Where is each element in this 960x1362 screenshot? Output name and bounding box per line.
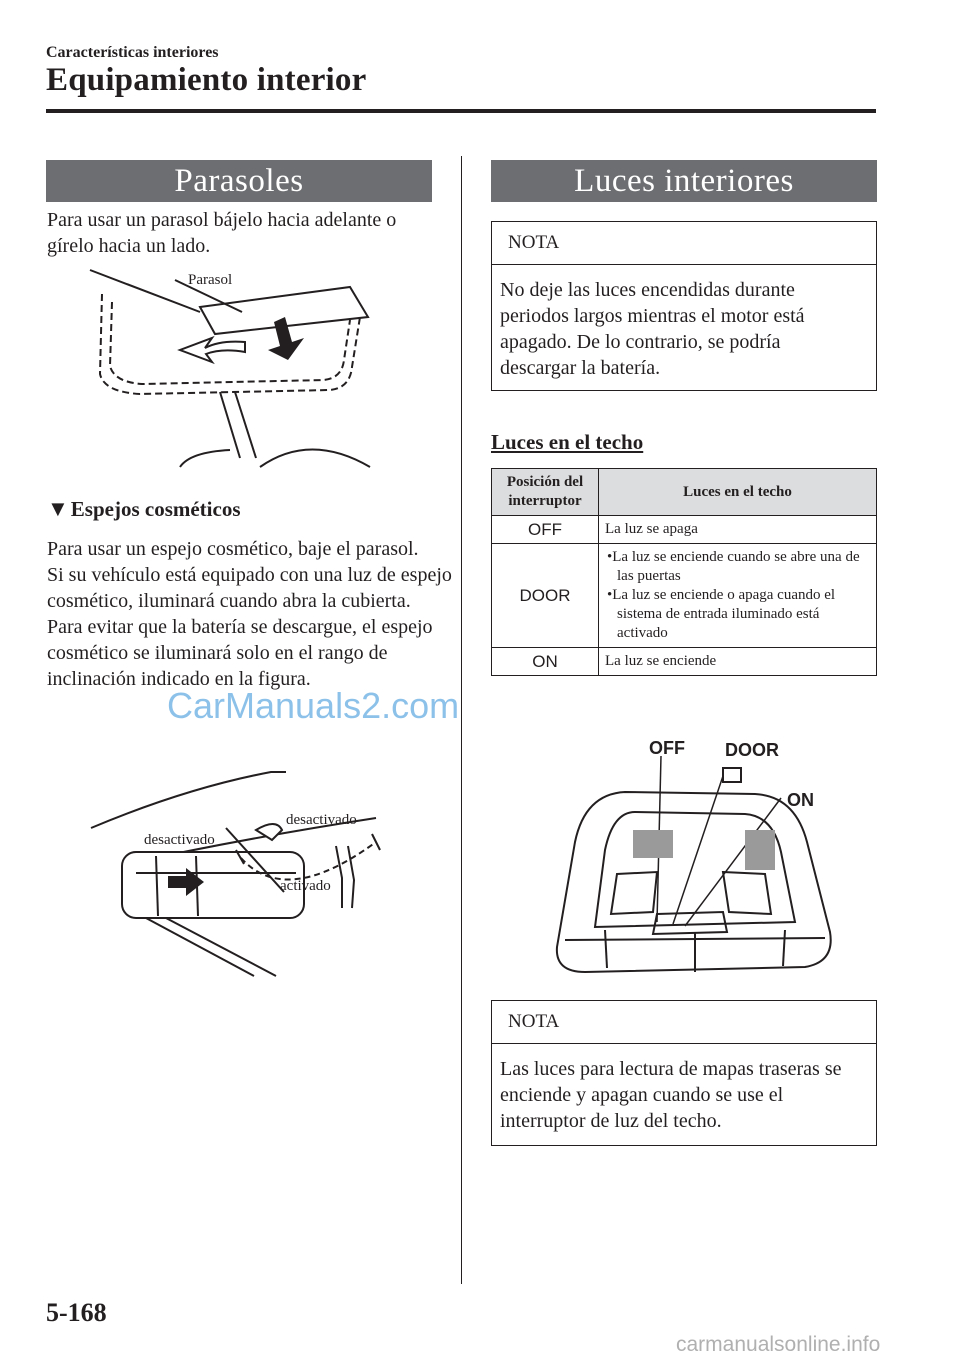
console-label-off: OFF bbox=[649, 738, 685, 758]
table-header-position: Posición del interruptor bbox=[492, 469, 599, 516]
mirror-label-off-left: desactivado bbox=[144, 832, 215, 848]
vanity-mirror-illustration bbox=[86, 768, 396, 980]
vanity-mirror-paragraph-3: Para evitar que la batería se descargue, el espejo cosmético se iluminará solo en el rango de inclinación indicado en la figura. bbox=[47, 616, 433, 690]
vanity-mirror-paragraph-1: Para usar un espejo cosmético, baje el parasol. bbox=[47, 538, 419, 560]
triangle-marker-icon: ▼ bbox=[47, 496, 69, 521]
switch-desc-door bbox=[599, 544, 877, 648]
table-header-row bbox=[492, 469, 877, 516]
switch-position-off: OFF bbox=[492, 516, 599, 544]
vanity-mirror-heading bbox=[47, 496, 241, 522]
switch-position-on: ON bbox=[492, 648, 599, 676]
switch-desc-off: La luz se apaga bbox=[599, 516, 877, 544]
switch-position-table bbox=[491, 468, 877, 676]
sun-visor-illustration bbox=[80, 262, 410, 472]
note-body: No deje las luces encendidas durante periodos largos mientras el motor está apagado. De lo contrario, se podría descargar la batería. bbox=[500, 279, 805, 379]
table-header-roof-lights: Luces en el techo bbox=[599, 469, 877, 516]
table-row bbox=[492, 544, 877, 648]
table-row bbox=[492, 516, 877, 544]
note-box-map-lights bbox=[491, 1000, 877, 1146]
mirror-label-on: activado bbox=[280, 878, 331, 894]
switch-desc-on: La luz se enciende bbox=[599, 648, 877, 676]
vanity-mirror-text bbox=[47, 536, 457, 692]
note-title: NOTA bbox=[508, 232, 560, 253]
page-title: Equipamiento interior bbox=[46, 62, 367, 98]
parasol-intro-text: Para usar un parasol bájelo hacia adelante o gírelo hacia un lado. bbox=[47, 209, 397, 257]
table-row bbox=[492, 648, 877, 676]
section-banner-luces-interiores: Luces interiores bbox=[491, 160, 877, 202]
console-label-door: DOOR bbox=[725, 740, 779, 760]
door-bullet-2: •La luz se enciende o apaga cuando el sistema de entrada iluminado está activado bbox=[607, 587, 836, 641]
roof-lights-heading: Luces en el techo bbox=[491, 430, 644, 454]
note-box-battery bbox=[491, 221, 877, 391]
vanity-mirror-paragraph-2: Si su vehículo está equipado con una luz de espejo cosmético, iluminará cuando abra la cubierta. bbox=[47, 564, 452, 612]
column-divider bbox=[461, 156, 462, 1284]
note-body: Las luces para lectura de mapas traseras se enciende y apagan cuando se use el interruptor de luz del techo. bbox=[500, 1058, 842, 1132]
switch-position-door: DOOR bbox=[492, 544, 599, 648]
running-head: Características interiores bbox=[46, 44, 219, 61]
watermark: CarManuals2.com bbox=[167, 685, 460, 726]
section-banner-parasoles: Parasoles bbox=[46, 160, 432, 202]
note-divider bbox=[492, 264, 876, 265]
site-watermark: carmanualsonline.info bbox=[676, 1333, 881, 1356]
page-number: 5-168 bbox=[46, 1298, 107, 1327]
console-label-on: ON bbox=[787, 790, 814, 810]
note-title: NOTA bbox=[508, 1011, 560, 1032]
parasol-label: Parasol bbox=[188, 272, 233, 288]
title-rule bbox=[46, 109, 876, 113]
note-divider bbox=[492, 1043, 876, 1044]
mirror-label-off-right: desactivado bbox=[286, 812, 357, 828]
vanity-mirror-heading-text: Espejos cosméticos bbox=[70, 497, 241, 521]
overhead-console-illustration bbox=[545, 732, 845, 982]
door-bullet-1: •La luz se enciende cuando se abre una de las puertas bbox=[607, 549, 860, 584]
